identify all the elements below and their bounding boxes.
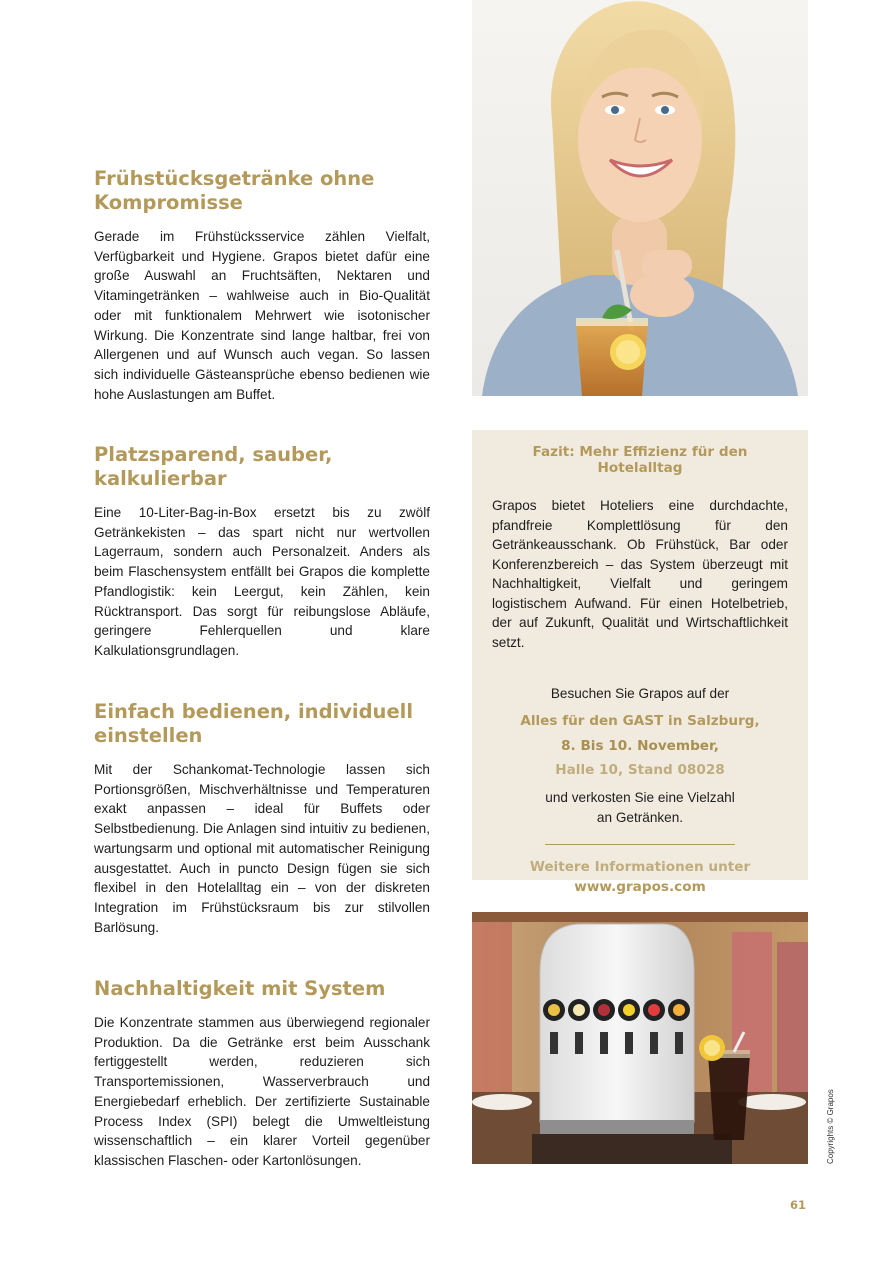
section-paragraph: Gerade im Frühstücksservice zählen Vielfalt, Verfügbarkeit und Hygiene. Grapos bietet dafür eine große Auswahl an Fruchtsäften, Nektaren und Vitamingetränken – wahlweise auch in Bio-Qualität oder mit funktionalem Mehrwert wie isotonischer Wirkung. Die Konzentrate sind lange haltbar, frei von Allergenen und auf Wunsch auch vegan. So lassen sich individuelle Gästeansprüche ebenso bedienen wie hohe Auslastungen am Buffet. [94, 229, 430, 402]
event-dates: 8. Bis 10. November, [561, 738, 719, 754]
page-number: 61 [790, 1198, 807, 1212]
visit-outro-line-1: und verkosten Sie eine Vielzahl [545, 790, 735, 805]
section-paragraph: Mit der Schankomat-Technologie lassen sich Portionsgrößen, Mischverhältnisse und Temperaturen exakt anpassen – ideal für Buffets oder Selbstbedienung. Die Anlagen sind intuitiv zu bedienen, wartungsarm und optional mit automatischer Reinigung ausgestattet. Auch in puncto Design fügen sie sich flexibel in den Hotelalltag ein – von der diskreten Integration im Frühstücksraum bis zur stilvollen Barlösung. [94, 762, 430, 935]
section-heading: Platzsparend, sauber, kalkulierbar [94, 443, 333, 490]
section-heading: Nachhaltigkeit mit System [94, 977, 386, 1000]
website-link[interactable]: www.grapos.com [574, 878, 706, 895]
section-sustainability [94, 977, 430, 1171]
photo-woman-iced-tea [472, 0, 808, 396]
fazit-box [472, 430, 808, 895]
event-name: Alles für den GAST in Salzburg, [520, 712, 760, 729]
copyright-note: Copyrights © Grapos [826, 1089, 835, 1164]
photo-grapos-dispenser [472, 912, 808, 1164]
section-heading: Einfach bedienen, individuell einstellen [94, 700, 414, 747]
section-paragraph: Die Konzentrate stammen aus überwiegend regionaler Produktion. Da die Getränke erst beim Ausschank fertiggestellt werden, reduzieren sich Transportemissionen, Wasserverbrauch und Energiebedarf erheblich. Der zertifizierte Sustainable Process Index (SPI) belegt die Umweltleistung wissenschaftlich – ein klarer Vorteil gegenüber klassischen Flaschen- oder Kartonlösungen. [94, 1015, 430, 1168]
section-easy-operation [94, 700, 430, 937]
visit-intro: Besuchen Sie Grapos auf der [550, 686, 730, 701]
section-space-saving [94, 443, 430, 661]
section-heading: Frühstücksgetränke ohne Kompromisse [94, 167, 375, 214]
event-stand: Halle 10, Stand 08028 [555, 761, 725, 778]
more-info-label: Weitere Informationen unter [529, 859, 751, 875]
section-breakfast-drinks [94, 167, 430, 404]
fazit-paragraph: Grapos bietet Hoteliers eine durchdachte, pfandfreie Komplettlösung für den Getränkeausschank. Ob Frühstück, Bar oder Konferenzbereich – das System überzeugt mit Nachhaltigkeit, Vielfalt und geringem logistischem Aufwand. Für einen Hotelbetrieb, der auf Zukunft, Qualität und Wirtschaftlichkeit setzt. [492, 498, 788, 650]
visit-outro-line-2: an Getränken. [596, 809, 684, 825]
fazit-title: Fazit: Mehr Effizienz für den Hotelalltag [532, 444, 748, 476]
section-paragraph: Eine 10-Liter-Bag-in-Box ersetzt bis zu zwölf Getränkekisten – das spart nicht nur wertvollen Lagerraum, sondern auch Personalzeit. Anders als beim Flaschensystem entfällt bei Grapos die komplette Pfandlogistik: kein Leergut, kein Zählen, kein Rücktransport. Das sorgt für reibungslose Abläufe, geringere Fehlerquellen und klare Kalkulationsgrundlagen. [94, 505, 430, 658]
